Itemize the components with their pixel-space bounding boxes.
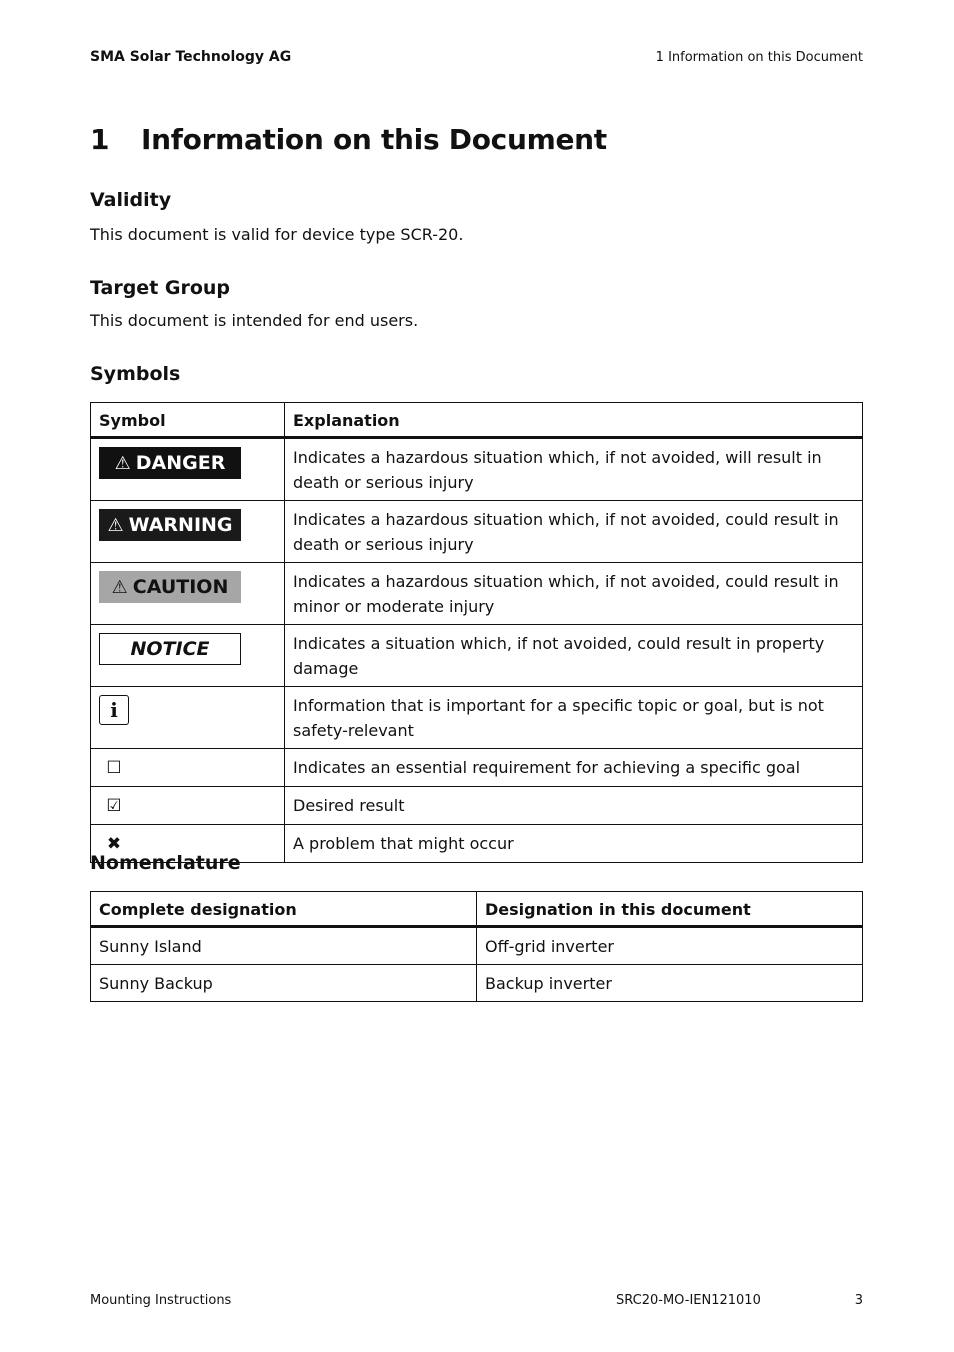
symbols-heading: Symbols <box>90 363 181 385</box>
column-header-complete: Complete designation <box>91 892 477 927</box>
table-row <box>91 965 863 1002</box>
column-header-document: Designation in this document <box>477 892 863 927</box>
target-group-text: This document is intended for end users. <box>90 311 419 330</box>
document-designation-cell: Off-grid inverter <box>477 927 863 965</box>
header-company: SMA Solar Technology AG <box>90 49 292 65</box>
explanation-cell: Indicates a hazardous situation which, if not avoided, will result in death or serious injury <box>285 438 863 501</box>
notice-signal-word: NOTICE <box>99 633 241 665</box>
danger-signal-word: ⚠ DANGER <box>99 447 241 479</box>
info-icon: i <box>99 695 129 725</box>
table-row <box>91 563 863 625</box>
explanation-cell: Indicates an essential requirement for achieving a specific goal <box>285 749 863 787</box>
caution-signal-word: ⚠ CAUTION <box>99 571 241 603</box>
table-row <box>91 687 863 749</box>
warning-triangle-icon: ⚠ <box>114 452 131 474</box>
footer-page-number: 3 <box>854 1293 863 1308</box>
validity-text: This document is valid for device type SCR-20. <box>90 225 464 244</box>
footer-document-code: SRC20-MO-IEN121010 <box>616 1293 761 1308</box>
column-header-symbol: Symbol <box>91 403 285 438</box>
footer-document-type: Mounting Instructions <box>90 1293 232 1308</box>
table-row <box>91 749 863 787</box>
explanation-cell: Desired result <box>285 787 863 825</box>
table-header-row <box>91 892 863 927</box>
chapter-number: 1 <box>90 123 110 156</box>
column-header-explanation: Explanation <box>285 403 863 438</box>
explanation-cell: Indicates a situation which, if not avoided, could result in property damage <box>285 625 863 687</box>
document-designation-cell: Backup inverter <box>477 965 863 1002</box>
table-row <box>91 787 863 825</box>
warning-triangle-icon: ⚠ <box>107 514 124 536</box>
table-row <box>91 438 863 501</box>
chapter-title <box>90 123 607 156</box>
header-section: 1 Information on this Document <box>655 50 863 65</box>
chapter-title-text: Information on this Document <box>141 123 607 156</box>
checkbox-checked-icon: ☑ <box>106 796 122 816</box>
cross-icon: ✖ <box>106 834 122 854</box>
table-header-row <box>91 403 863 438</box>
validity-heading: Validity <box>90 189 172 211</box>
table-row <box>91 927 863 965</box>
symbols-table <box>90 402 863 863</box>
explanation-cell: Indicates a hazardous situation which, if not avoided, could result in death or serious injury <box>285 501 863 563</box>
table-row <box>91 501 863 563</box>
explanation-cell: Information that is important for a specific topic or goal, but is not safety-relevant <box>285 687 863 749</box>
explanation-cell: A problem that might occur <box>285 825 863 863</box>
target-group-heading: Target Group <box>90 277 231 299</box>
warning-triangle-icon: ⚠ <box>111 576 128 598</box>
table-row <box>91 625 863 687</box>
explanation-cell: Indicates a hazardous situation which, if not avoided, could result in minor or moderate injury <box>285 563 863 625</box>
checkbox-empty-icon: ☐ <box>106 758 122 778</box>
complete-designation-cell: Sunny Island <box>91 927 477 965</box>
complete-designation-cell: Sunny Backup <box>91 965 477 1002</box>
nomenclature-table <box>90 891 863 1002</box>
warning-signal-word: ⚠ WARNING <box>99 509 241 541</box>
nomenclature-heading: Nomenclature <box>90 852 241 874</box>
